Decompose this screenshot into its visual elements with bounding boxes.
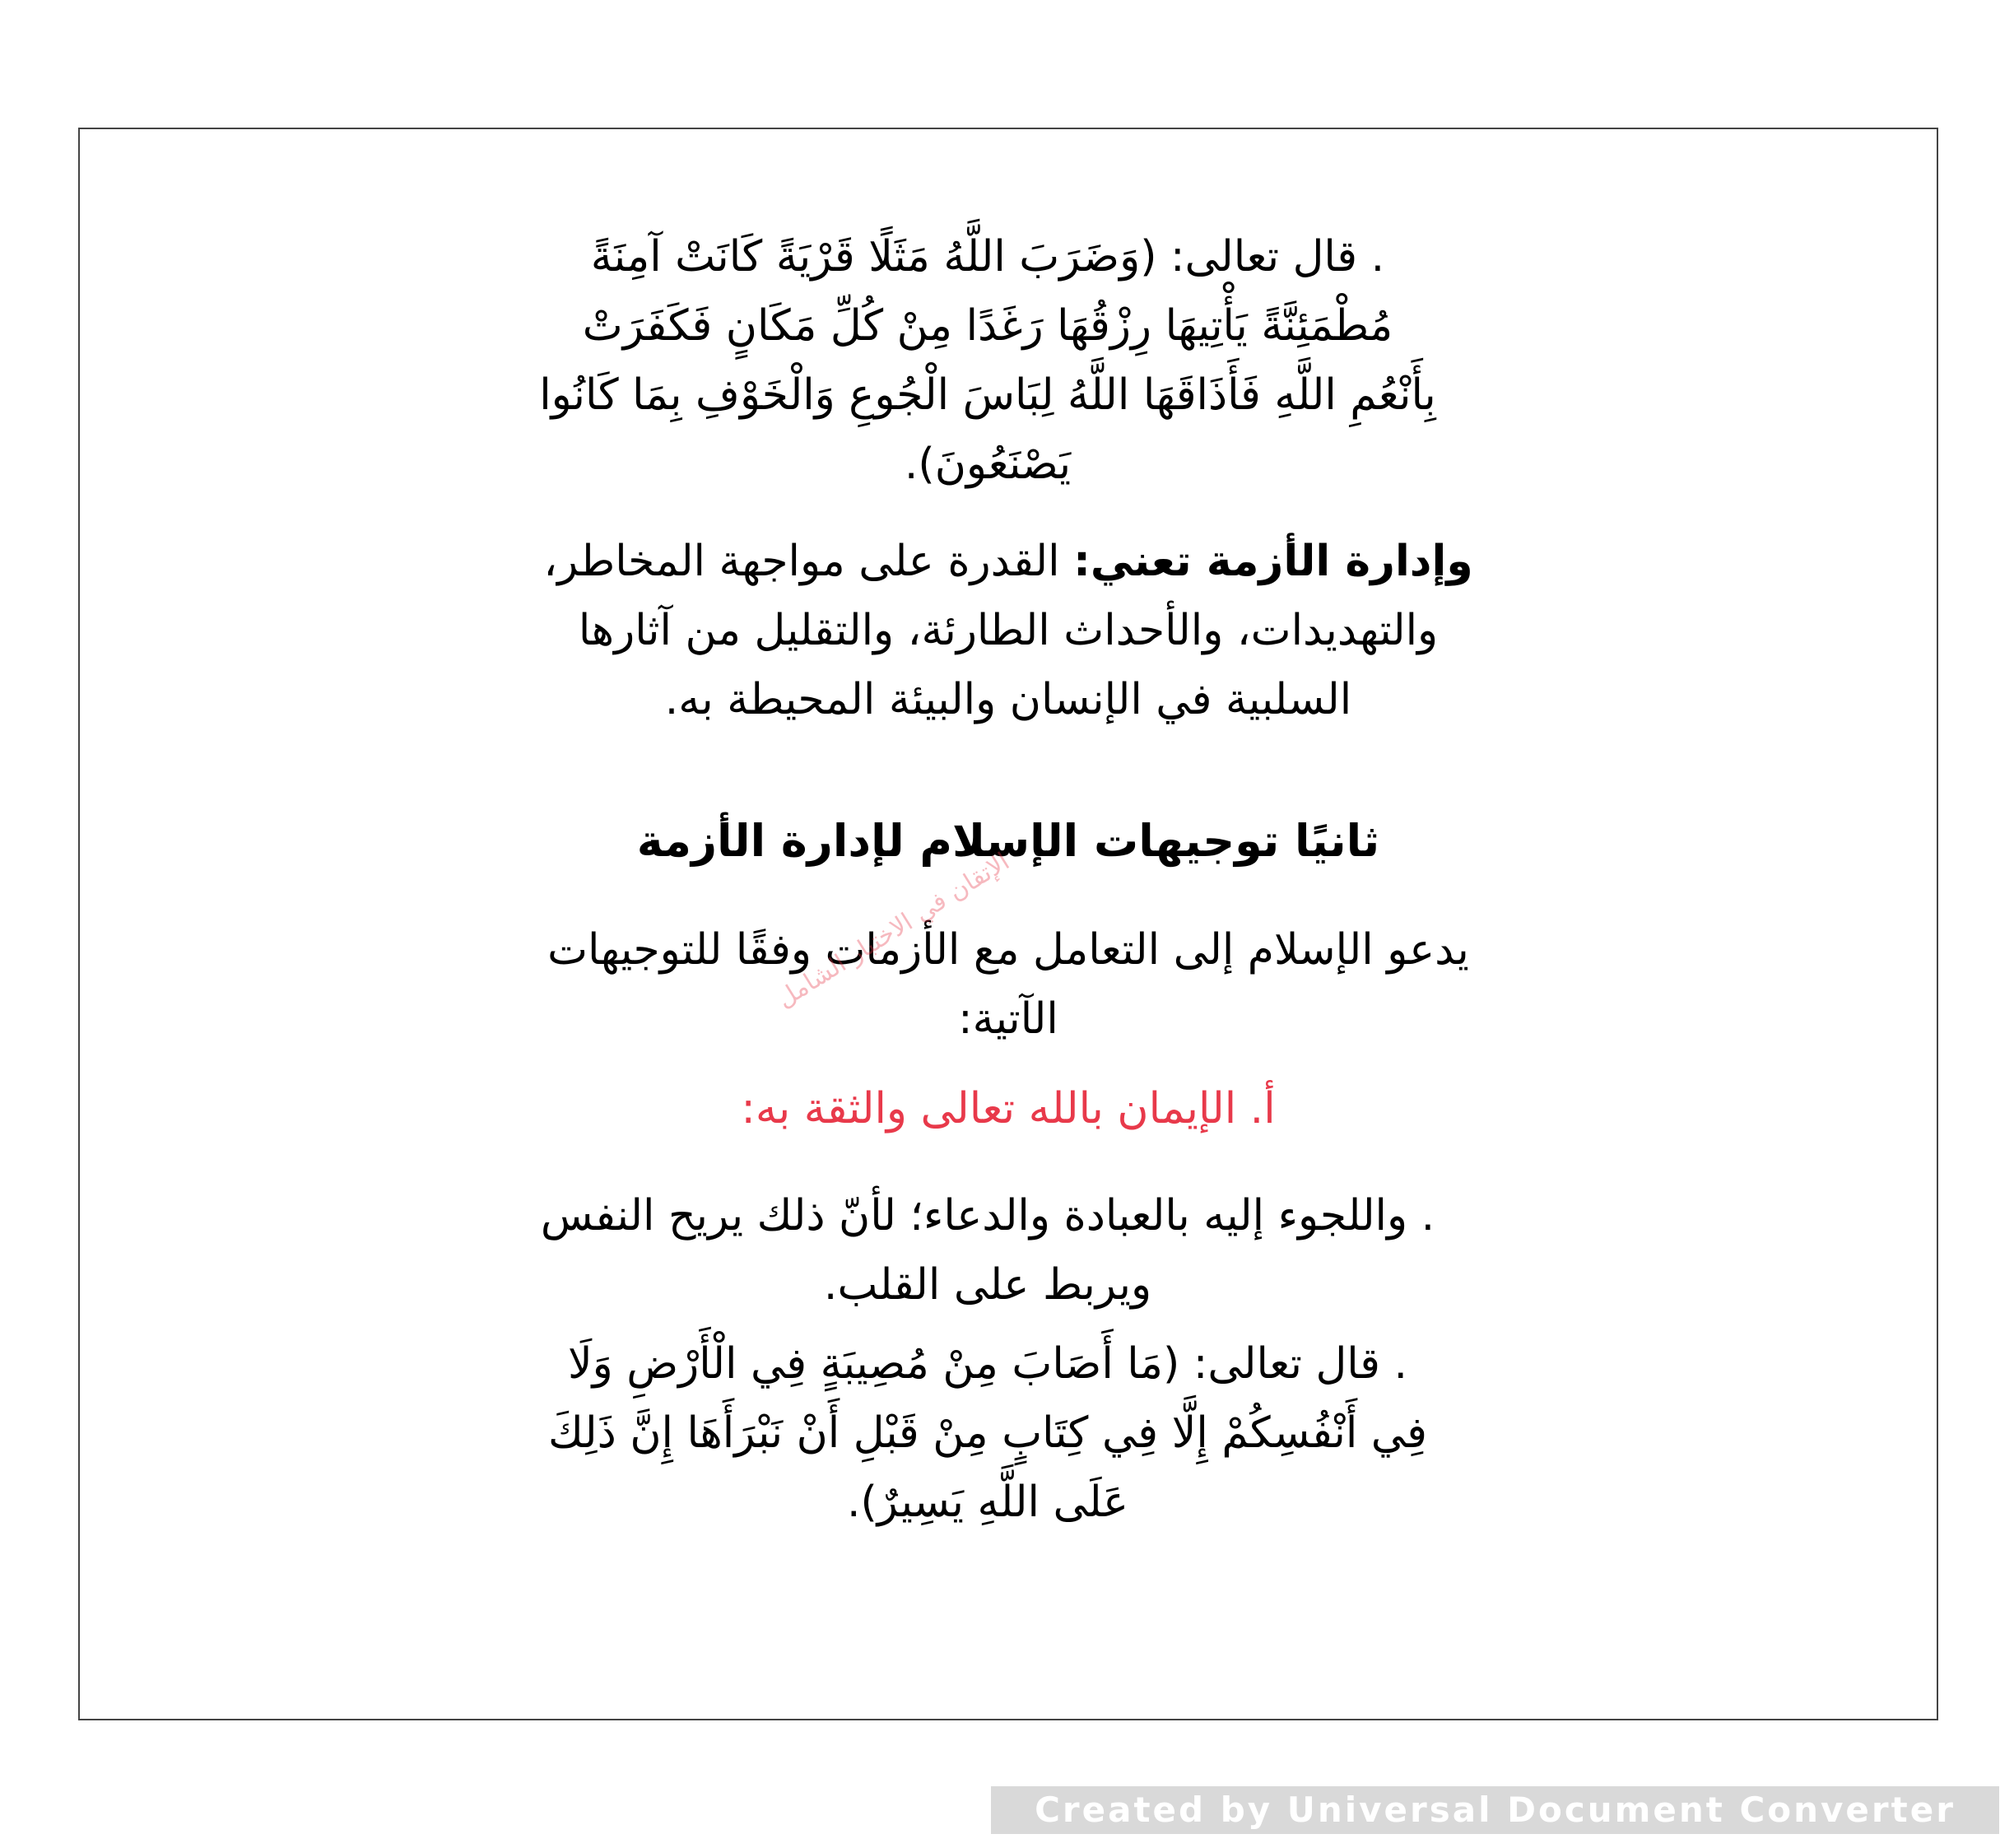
verse1-line-4: يَصْنَعُونَ). bbox=[904, 440, 1072, 489]
refuge-line-2: ويربط على القلب. bbox=[823, 1260, 1152, 1310]
definition-line-3: السلبية في الإنسان والبيئة المحيطة به. bbox=[664, 675, 1352, 724]
quran-verse-1 bbox=[206, 222, 1770, 499]
verse1-line-1: . قال تعالى: (وَضَرَبَ اللَّهُ مَثَلًا قَرْيَةً كَانَتْ آمِنَةً bbox=[590, 232, 1385, 282]
verse1-line-3: بِأَنْعُمِ اللَّهِ فَأَذَاقَهَا اللَّهُ لِبَاسَ الْجُوعِ وَالْخَوْفِ بِمَا كَانُوا bbox=[539, 370, 1436, 420]
crisis-management-definition bbox=[247, 527, 1770, 734]
intro-line-1: يدعو الإسلام إلى التعامل مع الأزمات وفقًا للتوجيهات bbox=[547, 925, 1469, 975]
point-a-text: أ. الإيمان بالله تعالى والثقة به: bbox=[741, 1084, 1276, 1133]
quran-verse-2 bbox=[206, 1329, 1770, 1537]
section-heading-text: ثانيًا توجيهات الإسلام لإدارة الأزمة bbox=[636, 815, 1380, 867]
definition-line-1 bbox=[247, 527, 1770, 596]
refuge-line-1: . واللجوء إليه بالعبادة والدعاء؛ لأنّ ذلك يريح النفس bbox=[540, 1191, 1435, 1241]
intro-line-2: الآتية: bbox=[958, 994, 1058, 1044]
refuge-paragraph bbox=[206, 1181, 1770, 1320]
verse2-line-2: فِي أَنْفُسِكُمْ إِلَّا فِي كِتَابٍ مِنْ قَبْلِ أَنْ نَبْرَأَهَا إِنَّ ذَلِكَ bbox=[547, 1408, 1427, 1458]
point-a bbox=[247, 1074, 1770, 1143]
definition-line-2: والتهديدات، والأحداث الطارئة، والتقليل من آثارها bbox=[578, 606, 1439, 655]
converter-footer: Created by Universal Document Converter bbox=[991, 1786, 1999, 1834]
definition-term: وإدارة الأزمة تعني: bbox=[1073, 537, 1473, 586]
verse2-line-1: . قال تعالى: (مَا أَصَابَ مِنْ مُصِيبَةٍ فِي الْأَرْضِ وَلَا bbox=[568, 1339, 1407, 1389]
verse2-line-3: عَلَى اللَّهِ يَسِيرٌ). bbox=[846, 1478, 1129, 1527]
definition-line-1-rest: القدرة على مواجهة المخاطر، bbox=[543, 537, 1074, 586]
watermark-text: الإتقان في الاختبار الشامل bbox=[771, 847, 1015, 1014]
verse1-line-2: مُطْمَئِنَّةً يَأْتِيهَا رِزْقُهَا رَغَدًا مِنْ كُلِّ مَكَانٍ فَكَفَرَتْ bbox=[582, 301, 1393, 351]
